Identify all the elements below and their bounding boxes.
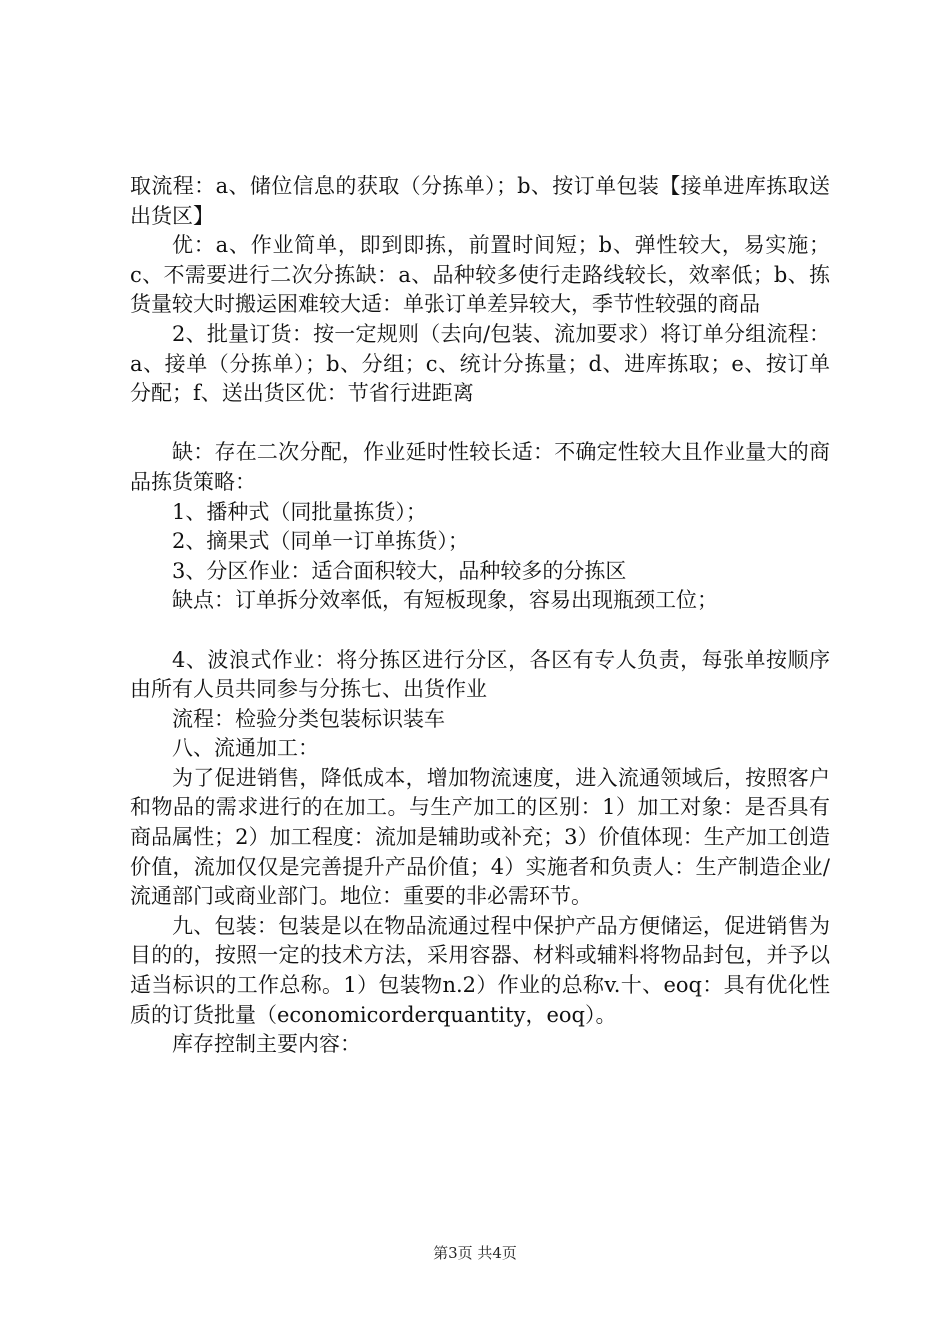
page-footer: 第3页 共4页 <box>433 1244 517 1262</box>
paragraph: 2、批量订货：按一定规则（去向/包装、流加要求）将订单分组流程：a、接单（分拣单）；b、分组；c、统计分拣量；d、进库拣取；e、按订单分配；f、送出货区优：节省行进距离 <box>130 321 830 406</box>
paragraph: 缺点：订单拆分效率低，有短板现象，容易出现瓶颈工位； <box>172 588 718 613</box>
list-item: 2、摘果式（同单一订单拣货）； <box>172 529 469 554</box>
list-item: 1、播种式（同批量拣货）； <box>172 499 427 524</box>
section-heading: 八、流通加工： <box>172 736 319 761</box>
list-item: 3、分区作业：适合面积较大，品种较多的分拣区 <box>172 558 627 583</box>
paragraph: 优：a、作业简单，即到即拣，前置时间短；b、弹性较大，易实施；c、不需要进行二次分拣缺：a、品种较多使行走路线较长，效率低；b、拣货量较大时搬运困难较大适：单张订单差异较大，季节性较强的商品 <box>130 233 830 317</box>
paragraph: 缺：存在二次分配，作业延时性较长适：不确定性较大且作业量大的商品拣货策略： <box>130 440 830 494</box>
paragraph-gap <box>130 616 830 646</box>
document-body <box>130 172 830 1060</box>
paragraph-gap <box>130 409 830 439</box>
paragraph: 库存控制主要内容： <box>172 1032 361 1057</box>
paragraph: 4、波浪式作业：将分拣区进行分区，各区有专人负责，每张单按顺序由所有人员共同参与分拣七、出货作业 <box>130 647 830 702</box>
paragraph: 九、包装：包装是以在物品流通过程中保护产品方便储运，促进销售为目的的，按照一定的技术方法，采用容器、材料或辅料将物品封包，并予以适当标识的工作总称。1）包装物n.2）作业的总称v.十、eoq：具有优化性质的订货批量（economicorderquantity，eoq）。 <box>130 913 830 1027</box>
paragraph: 为了促进销售，降低成本，增加物流速度，进入流通领域后，按照客户和物品的需求进行的在加工。与生产加工的区别：1）加工对象：是否具有商品属性；2）加工程度：流加是辅助或补充；3）价值体现：生产加工创造价值，流加仅仅是完善提升产品价值；4）实施者和负责人：生产制造企业/流通部门或商业部门。地位：重要的非必需环节。 <box>130 765 830 909</box>
paragraph: 流程：检验分类包装标识装车 <box>172 706 445 731</box>
paragraph: 取流程：a、储位信息的获取（分拣单）；b、按订单包装【接单进库拣取送出货区】 <box>130 174 830 228</box>
